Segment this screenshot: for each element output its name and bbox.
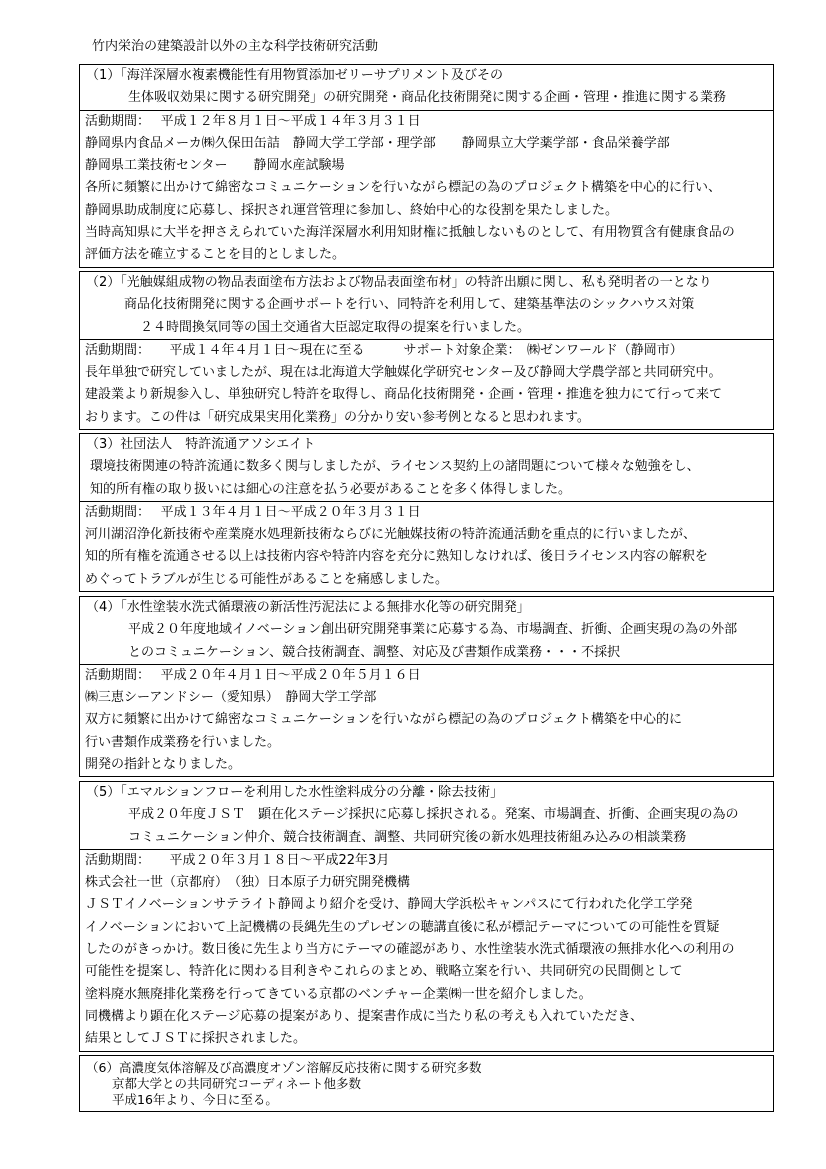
heading-line: 環境技術関連の特許流通に数多く関与しましたが、ライセンス契約上の諸問題について様々な勉強をし、 [90, 459, 700, 475]
heading-line: （6）高濃度気体溶解及び高濃度オゾン溶解反応技術に関する研究多数 [86, 1060, 482, 1075]
body-line: ＪＳＴイノベーションサテライト静岡より紹介を受け、静岡大学浜松キャンパスにて行われた化学工学発 [85, 897, 693, 913]
heading-line: 生体吸収効果に関する研究開発」の研究開発・商品化技術開発に関する企画・管理・推進に関する業務 [128, 90, 727, 106]
body-line: 同機構より顕在化ステージ応募の提案があり、提案書作成に当たり私の考えも入れていただき、 [85, 1008, 643, 1024]
body-line: 各所に頻繁に出かけて綿密なコミュニケーションを行いながら標記の為のプロジェクト構築を中心的に行い、 [85, 180, 721, 196]
heading-line: とのコミュニケーション、競合技術調査、調整、対応及び書類作成業務・・・不採択 [128, 644, 621, 660]
activity-period: 活動期間： 平成１２年８月１日～平成１４年３月３１日 [85, 113, 421, 129]
activity-period: 活動期間： 平成２０年４月１日～平成２０年５月１６日 [85, 667, 421, 683]
page-title: 竹内栄治の建築設計以外の主な科学技術研究活動 [92, 39, 379, 54]
heading-line: ２４時間換気同等の国土交通省大臣認定取得の提案を行いました。 [140, 319, 531, 335]
body-line: 塗料廃水無廃排化業務を行ってきている京都のベンチャー企業㈱一世を紹介しました。 [85, 986, 592, 1002]
body-line: 静岡県内食品メーカ㈱久保田缶詰 静岡大学工学部・理学部 静岡県立大学薬学部・食品栄養学部 [85, 135, 670, 151]
body-line: 当時高知県に大半を押さえられていた海洋深層水利用知財権に抵触しないものとして、有用物質含有健康食品の [85, 225, 735, 241]
body-line: ㈱三恵シーアンドシー（愛知県） 静岡大学工学部 [85, 690, 377, 706]
section-2-body [80, 340, 773, 429]
heading-line: （3）社団法人 特許流通アソシエイト [86, 437, 316, 452]
heading-line: （5）「エマルションフローを利用した水性塗料成分の分離・除去技術」 [86, 785, 504, 800]
heading-line: 知的所有権の取り扱いには細心の注意を払う必要があることを多く体得しました。 [90, 481, 572, 497]
body-line: 静岡県工業技術センター 静岡水産試験場 [85, 158, 345, 174]
section-2 [79, 271, 774, 430]
section-1 [79, 64, 774, 268]
section-4-body [80, 665, 773, 776]
section-6 [79, 1055, 774, 1112]
heading-line: コミュニケーション仲介、競合技術調査、調整、共同研究後の新水処理技術組み込みの相談業務 [128, 829, 687, 845]
body-line: したのがきっかけ。数日後に先生より当方にテーマの確認があり、水性塗装水洗式循環液の無排水化への利用の [85, 942, 735, 958]
section-5-heading [80, 782, 773, 850]
body-line: 可能性を提案し、特許化に関わる目利きやこれらのまとめ、戦略立案を行い、共同研究の民間側として [85, 964, 683, 980]
section-3 [79, 433, 774, 592]
section-3-body [80, 502, 773, 591]
body-line: イノベーションにおいて上記機構の長縄先生のプレゼンの聴講直後に私が標記テーマについての可能性を質疑 [85, 919, 720, 935]
body-line: 双方に頻繁に出かけて綿密なコミュニケーションを行いながら標記の為のプロジェクト構築を中心的に [85, 712, 682, 728]
body-line: 行い書類作成業務を行いました。 [85, 734, 281, 750]
body-line: 株式会社一世（京都府） （独）日本原子力研究開発機構 [85, 875, 411, 891]
body-line: 開発の指針となりました。 [85, 757, 242, 773]
body-line: 結果としてＪＳＴに採択されました。 [85, 1031, 307, 1047]
section-4-heading [80, 597, 773, 665]
section-5-body [80, 850, 773, 1051]
body-line: 京都大学との共同研究コーディネート他多数 [112, 1076, 362, 1091]
body-line: 建設業より新規参入し、単独研究し特許を取得し、商品化技術開発・企画・管理・推進を独力にて行って来て [85, 387, 723, 403]
section-1-body [80, 111, 773, 267]
body-line: 河川湖沼浄化新技術や産業廃水処理新技術ならびに光触媒技術の特許流通活動を重点的に行いましたが、 [85, 527, 697, 543]
body-line: 評価方法を確立することを目的としました。 [85, 247, 346, 263]
section-4 [79, 596, 774, 777]
body-line: めぐってトラブルが生じる可能性があることを痛感しました。 [85, 571, 448, 587]
body-line: 知的所有権を流通させる以上は技術内容や特許内容を充分に熟知しなければ、後日ライセンス内容の解釈を [85, 549, 708, 565]
heading-line: 商品化技術開発に関する企画サポートを行い、同特許を利用して、建築基準法のシックハウス対策 [124, 297, 695, 313]
section-1-heading [80, 65, 773, 111]
body-line: 静岡県助成制度に応募し、採択され運営管理に参加し、終始中心的な役割を果たしました。 [85, 202, 619, 218]
section-2-heading [80, 272, 773, 340]
heading-line: （4）「水性塗装水洗式循環液の新活性汚泥法による無排水化等の研究開発」 [86, 600, 530, 615]
body-line: 長年単独で研究していましたが、現在は北海道大学触媒化学研究センター及び静岡大学農学部と共同研究中。 [85, 365, 722, 381]
body-line: おります。この件は「研究成果実用化業務」の分かり安い参考例となると思われます。 [85, 409, 590, 425]
section-5 [79, 781, 774, 1052]
heading-line: 平成２０年度地域イノベーション創出研究開発事業に応募する為、市場調査、折衝、企画実現の為の外部 [128, 622, 738, 638]
activity-period: 活動期間： 平成２０年３月１８日～平成22年3月 [85, 852, 390, 868]
heading-line: 平成２０年度ＪＳＴ 顕在化ステージ採択に応募し採択される。発案、市場調査、折衝、企画実現の為の [128, 807, 739, 823]
body-line: 平成16年より、今日に至る。 [112, 1092, 278, 1107]
heading-line: （1）「海洋深層水複素機能性有用物質添加ゼリーサプリメント及びその [86, 68, 503, 83]
activity-period: 活動期間： 平成１３年４月１日～平成２０年３月３１日 [85, 504, 421, 520]
section-3-heading [80, 434, 773, 502]
heading-line: （2）「光触媒組成物の物品表面塗布方法および物品表面塗布材」の特許出願に関し、私も発明者の一となり [86, 275, 712, 290]
activity-period: 活動期間： 平成１４年４月１日～現在に至る サポート対象企業： ㈱ゼンワールド（静岡市） [85, 342, 683, 358]
